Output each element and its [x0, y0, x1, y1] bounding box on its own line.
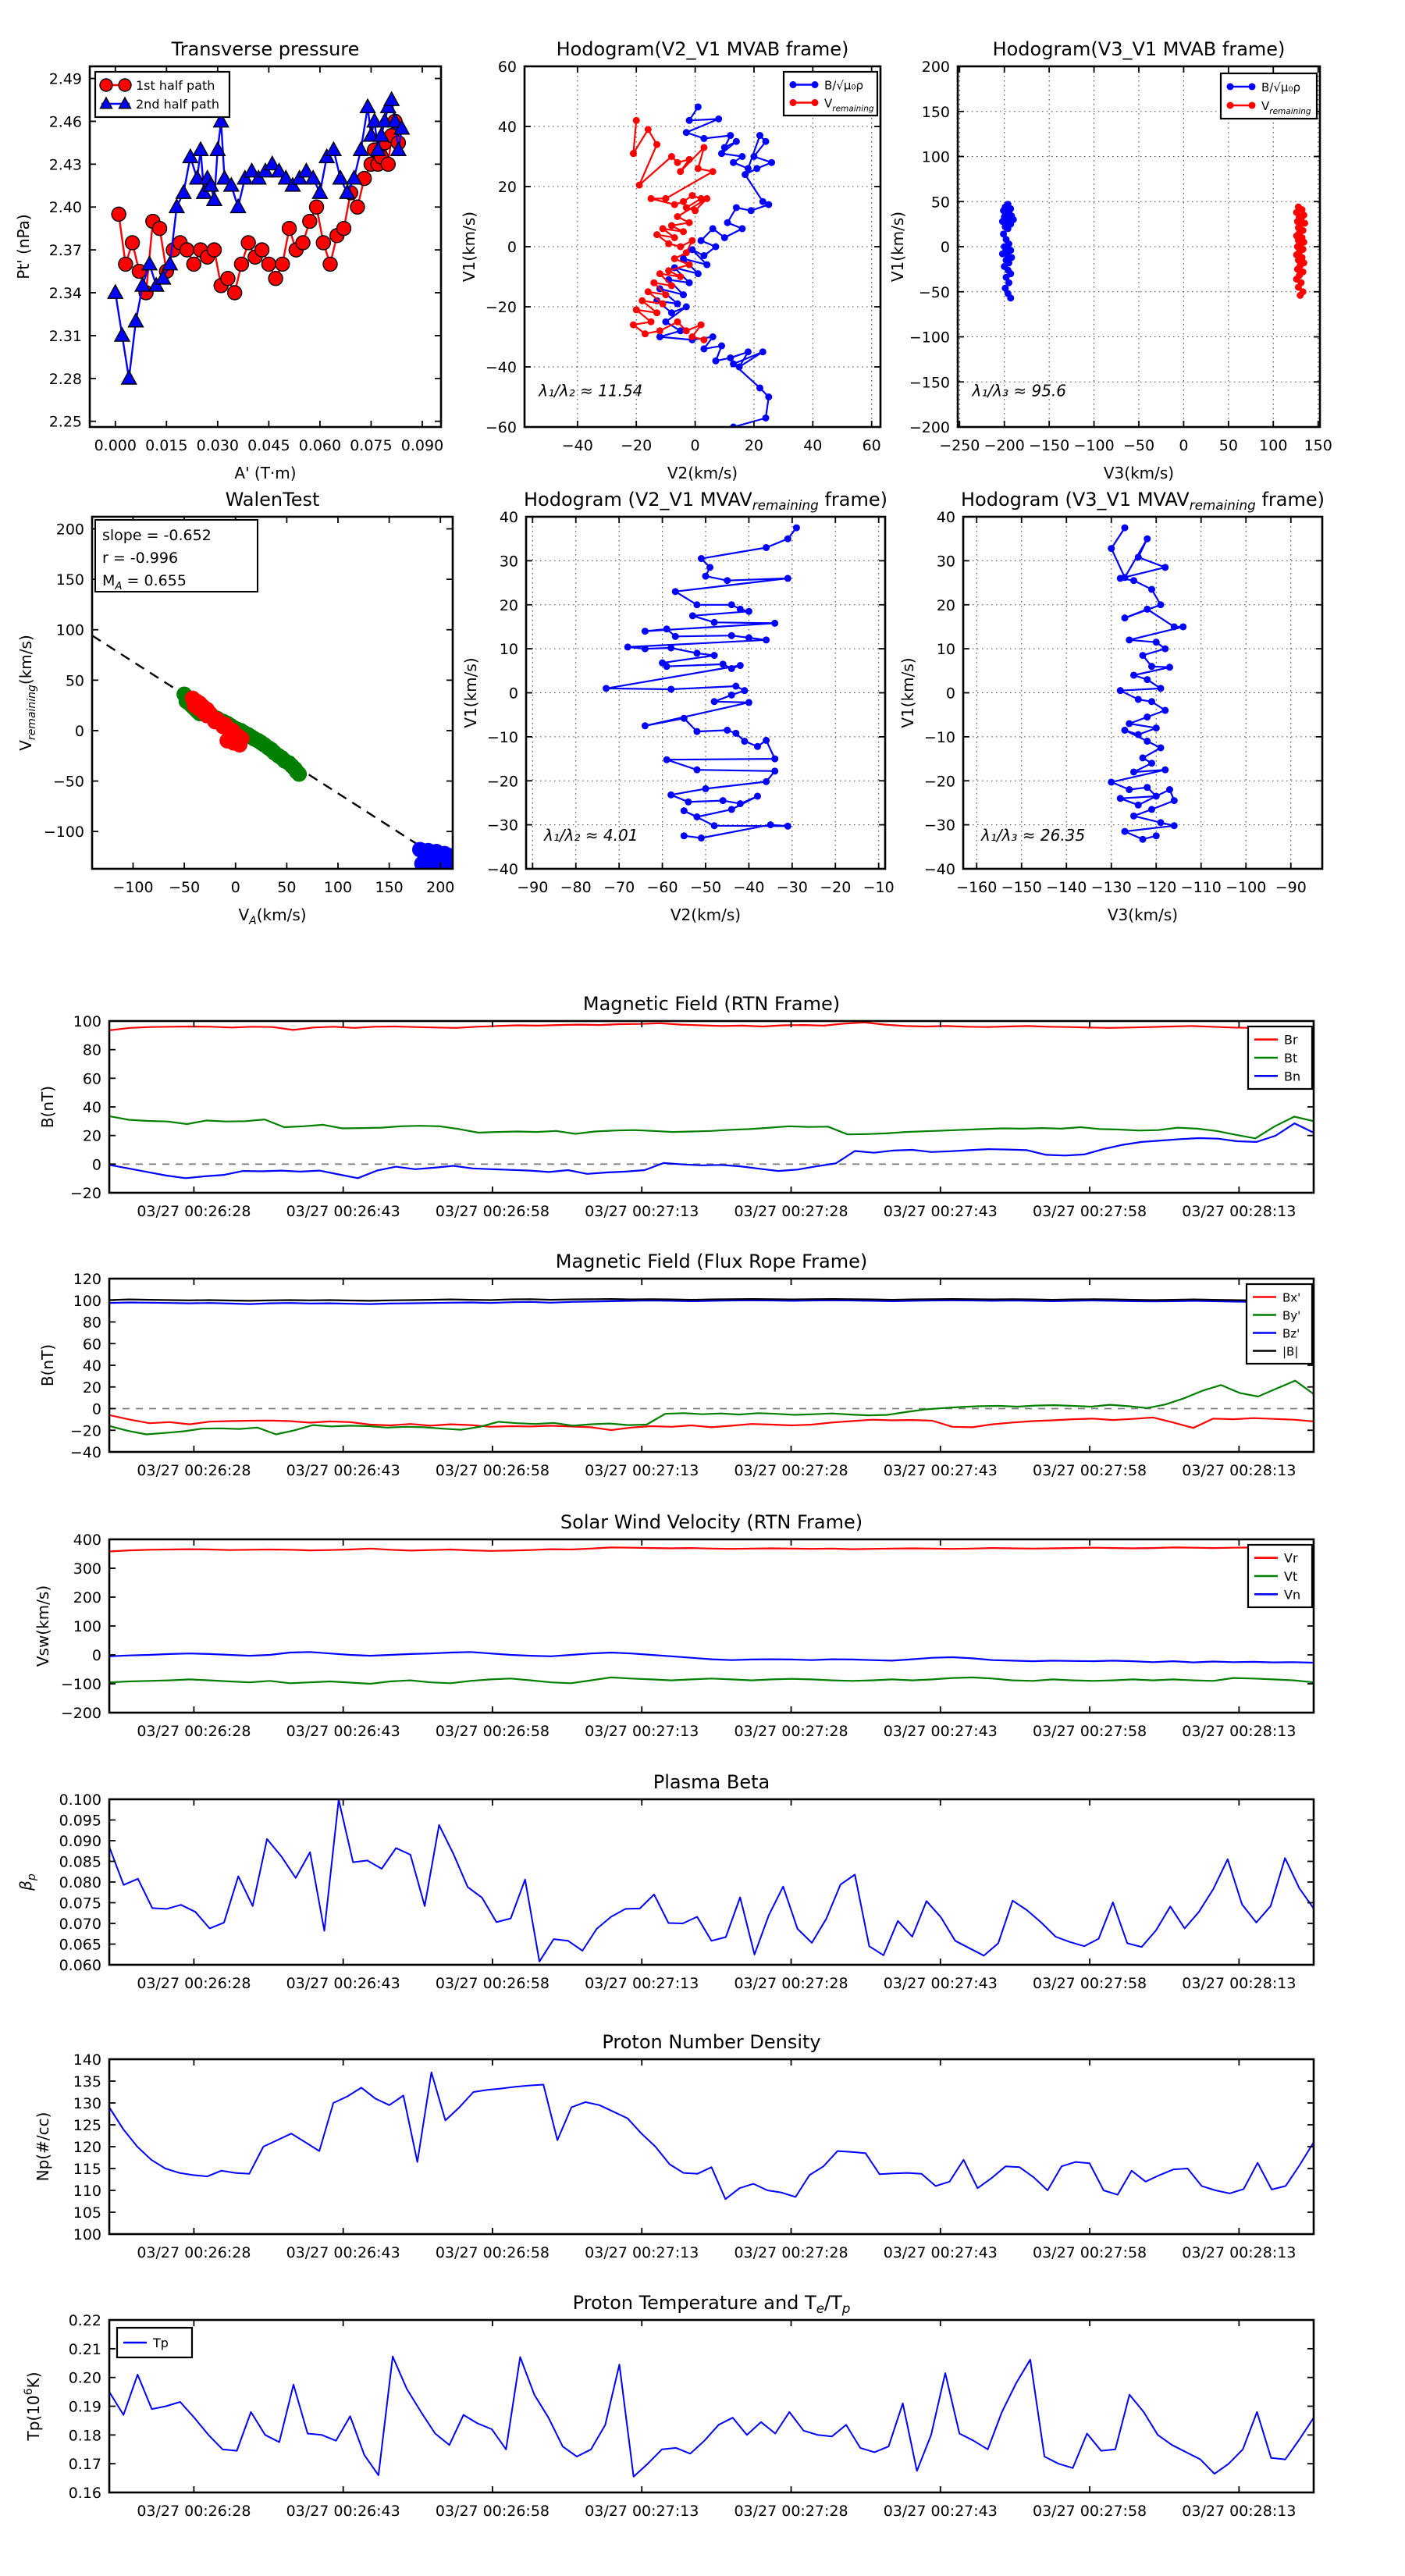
vsw-rtn-ylabel: Vsw(km/s): [34, 1585, 52, 1667]
hodogram-v2-v1-mvav-yticklabel: 10: [499, 641, 518, 659]
mf-rtn-xticklabel: 03/27 00:27:58: [1033, 1203, 1147, 1220]
hodogram-v2-v1-mvav-yticklabel: 0: [508, 685, 518, 703]
walen-test-yticklabel: −50: [52, 773, 84, 791]
mf-rtn-legend: [1248, 1026, 1312, 1089]
proton-density-yticklabel: 130: [73, 2095, 101, 2112]
vsw-rtn-xticklabel: 03/27 00:26:43: [286, 1723, 400, 1740]
svg-text:Br: Br: [1284, 1032, 1298, 1048]
hodogram-v3-v1-mvab-yticklabel: −50: [918, 283, 950, 301]
vsw-rtn-yticklabel: 200: [73, 1589, 101, 1606]
walen-test-yticklabel: 150: [55, 571, 84, 589]
proton-temp-legend: [117, 2328, 192, 2357]
transverse-pressure-xticklabel: 0.015: [145, 437, 188, 454]
svg-text:By': By': [1282, 1308, 1301, 1323]
mf-fluxrope-legend: [1247, 1284, 1312, 1364]
proton-density-yticklabel: 120: [73, 2139, 101, 2156]
transverse-pressure-xticklabel: 0.060: [298, 437, 342, 454]
hodogram-v3-v1-mvab-xticklabel: 0: [1179, 437, 1189, 454]
walen-test-xticklabel: −50: [169, 879, 201, 896]
transverse-pressure-yticklabel: 2.34: [48, 285, 82, 303]
hodogram-v2-v1-mvav-xticklabel: −50: [689, 879, 722, 896]
proton-density-yticklabel: 135: [73, 2073, 101, 2090]
hodogram-v3-v1-mvav-xticklabel: −130: [1090, 879, 1132, 896]
hodogram-v3-v1-mvav-xlabel: V3(km/s): [1107, 906, 1179, 924]
hodogram-v2-v1-mvav-yticklabel: −40: [486, 861, 518, 878]
svg-text:1st half path: 1st half path: [136, 78, 215, 93]
mf-fluxrope-yticklabel: 0: [91, 1400, 101, 1418]
proton-temp-xticklabel: 03/27 00:27:13: [585, 2503, 699, 2520]
hodogram-v2-v1-mvav-annotation: λ₁/λ₂ ≈ 4.01: [544, 825, 638, 845]
proton-density-yticklabel: 125: [73, 2117, 101, 2134]
plasma-beta-yticklabel: 0.100: [59, 1791, 101, 1809]
hodogram-v3-v1-mvab-ylabel: V1(km/s): [888, 211, 907, 283]
hodogram-v2-v1-mvab-yticklabel: 0: [507, 239, 517, 256]
hodogram-v3-v1-mvab-yticklabel: 50: [930, 194, 950, 212]
hodogram-v2-v1-mvab-xticklabel: 20: [744, 437, 764, 454]
proton-density-xticklabel: 03/27 00:27:58: [1033, 2244, 1147, 2261]
proton-temp-xticklabel: 03/27 00:27:28: [734, 2503, 848, 2520]
hodogram-v2-v1-mvav-xticklabel: −60: [646, 879, 678, 896]
mf-rtn-xticklabel: 03/27 00:27:28: [734, 1203, 848, 1220]
svg-text:Vt: Vt: [1284, 1569, 1298, 1584]
plasma-beta-yticklabel: 0.085: [59, 1853, 101, 1871]
svg-text:MA = 0.655: $M_A = 0.655$: [102, 572, 187, 592]
transverse-pressure-yticklabel: 2.40: [48, 199, 82, 217]
hodogram-v3-v1-mvav-xticklabel: −160: [956, 879, 998, 896]
hodogram-v2-v1-mvab-ylabel: V1(km/s): [460, 211, 478, 283]
hodogram-v3-v1-mvab-yticklabel: −150: [909, 374, 950, 392]
walen-test-yticklabel: 0: [74, 722, 84, 740]
mf-fluxrope-xticklabel: 03/27 00:27:13: [585, 1462, 699, 1479]
hodogram-v3-v1-mvav-xticklabel: −100: [1225, 879, 1267, 896]
transverse-pressure-title: Transverse pressure: [171, 38, 360, 60]
plasma-beta-xticklabel: 03/27 00:28:13: [1182, 1975, 1297, 1992]
mf-fluxrope-xticklabel: 03/27 00:27:43: [883, 1462, 998, 1479]
hodogram-v3-v1-mvab-xticklabel: −200: [984, 437, 1025, 454]
proton-temp-yticklabel: 0.22: [68, 2312, 101, 2329]
mf-rtn-yticklabel: 0: [91, 1156, 101, 1174]
mf-fluxrope-xticklabel: 03/27 00:26:58: [435, 1462, 550, 1479]
svg-text:B/√μ₀ρ: B/√μ₀ρ: [1261, 80, 1300, 94]
plasma-beta-xticklabel: 03/27 00:26:43: [286, 1975, 400, 1992]
mf-rtn-yticklabel: 80: [82, 1041, 101, 1059]
hodogram-v3-v1-mvab-xticklabel: −100: [1073, 437, 1115, 454]
vsw-rtn-xticklabel: 03/27 00:27:28: [734, 1723, 848, 1740]
mf-rtn-xticklabel: 03/27 00:26:43: [286, 1203, 400, 1220]
hodogram-v2-v1-mvab-title: Hodogram(V2_V1 MVAB frame): [556, 38, 849, 60]
walen-test-xticklabel: 50: [277, 879, 297, 896]
mf-rtn-xticklabel: 03/27 00:26:58: [435, 1203, 550, 1220]
svg-text:Bx': Bx': [1282, 1290, 1301, 1305]
hodogram-v2-v1-mvav-xticklabel: −30: [776, 879, 808, 896]
mf-fluxrope-yticklabel: 40: [82, 1357, 101, 1375]
walen-test-yticklabel: 100: [55, 621, 84, 639]
transverse-pressure-yticklabel: 2.46: [48, 113, 82, 131]
proton-density-yticklabel: 140: [73, 2051, 101, 2069]
svg-text:Bn: Bn: [1284, 1069, 1301, 1084]
hodogram-v2-v1-mvab-xticklabel: −20: [621, 437, 653, 454]
mf-fluxrope-yticklabel: 60: [82, 1336, 101, 1354]
hodogram-v3-v1-mvav-xticklabel: −90: [1275, 879, 1307, 896]
hodogram-v3-v1-mvav-title: Hodogram (V3_V1 $MVAV_{remaining}$ frame): [960, 489, 1325, 513]
proton-temp-yticklabel: 0.18: [68, 2427, 101, 2445]
hodogram-v2-v1-mvav-xlabel: V2(km/s): [670, 906, 742, 924]
hodogram-v2-v1-mvav-xticklabel: −80: [560, 879, 592, 896]
hodogram-v2-v1-mvab-annotation: λ₁/λ₂ ≈ 11.54: [539, 381, 643, 400]
plasma-beta-yticklabel: 0.075: [59, 1895, 101, 1912]
proton-density-ylabel: Np(#/cc): [34, 2112, 52, 2182]
proton-temp-yticklabel: 0.20: [68, 2369, 101, 2387]
mf-rtn-yticklabel: 20: [82, 1127, 101, 1145]
svg-text:Vremaining: $V_{remaining}$: [824, 96, 874, 114]
proton-temp-title: Proton Temperature and $T_e/T_p$: [572, 2292, 851, 2316]
transverse-pressure-xticklabel: 0.045: [247, 437, 290, 454]
hodogram-v3-v1-mvav-yticklabel: 0: [945, 685, 955, 703]
hodogram-v3-v1-mvab-title: Hodogram(V3_V1 MVAB frame): [992, 38, 1286, 60]
transverse-pressure-yticklabel: 2.43: [48, 156, 82, 174]
transverse-pressure-yticklabel: 2.25: [48, 413, 82, 431]
hodogram-v3-v1-mvav-yticklabel: 10: [936, 641, 955, 659]
plasma-beta-xticklabel: 03/27 00:27:43: [883, 1975, 998, 1992]
proton-temp-xticklabel: 03/27 00:28:13: [1182, 2503, 1297, 2520]
hodogram-v3-v1-mvab-yticklabel: 200: [921, 59, 950, 76]
proton-temp-yticklabel: 0.17: [68, 2456, 101, 2474]
hodogram-v2-v1-mvab-legend: [784, 72, 877, 116]
transverse-pressure-xlabel: A' (T·m): [234, 464, 297, 482]
hodogram-v3-v1-mvab-xlabel: V3(km/s): [1103, 464, 1175, 482]
transverse-pressure-yticklabel: 2.28: [48, 370, 82, 388]
proton-density-xticklabel: 03/27 00:27:13: [585, 2244, 699, 2261]
hodogram-v3-v1-mvab-xticklabel: 50: [1218, 437, 1238, 454]
hodogram-v3-v1-mvab-xticklabel: 150: [1304, 437, 1332, 454]
walen-test-xticklabel: 0: [230, 879, 240, 896]
mf-fluxrope-yticklabel: 100: [73, 1292, 101, 1310]
hodogram-v3-v1-mvav-yticklabel: 30: [936, 553, 955, 571]
mf-fluxrope-ylabel: B(nT): [38, 1343, 57, 1387]
mf-rtn-xticklabel: 03/27 00:27:43: [883, 1203, 998, 1220]
proton-density-xticklabel: 03/27 00:28:13: [1182, 2244, 1297, 2261]
hodogram-v2-v1-mvab-yticklabel: 20: [497, 179, 517, 196]
hodogram-v2-v1-mvav-xticklabel: −40: [733, 879, 765, 896]
transverse-pressure-yticklabel: 2.49: [48, 70, 82, 88]
mf-rtn-yticklabel: 40: [82, 1099, 101, 1116]
vsw-rtn-yticklabel: 100: [73, 1618, 101, 1635]
plasma-beta-yticklabel: 0.080: [59, 1874, 101, 1891]
hodogram-v3-v1-mvab-yticklabel: −200: [909, 419, 950, 436]
plasma-beta-xticklabel: 03/27 00:27:58: [1033, 1975, 1147, 1992]
hodogram-v2-v1-mvav-xticklabel: −20: [820, 879, 852, 896]
proton-temp-ylabel: $Tp(10^6K)$: [23, 2371, 43, 2441]
vsw-rtn-legend: [1248, 1545, 1312, 1607]
hodogram-v3-v1-mvav-ylabel: V1(km/s): [898, 657, 917, 728]
proton-temp-yticklabel: 0.21: [68, 2340, 101, 2358]
transverse-pressure-xticklabel: 0.000: [94, 437, 137, 454]
transverse-pressure-xticklabel: 0.075: [350, 437, 393, 454]
hodogram-v2-v1-mvab-yticklabel: 60: [497, 59, 517, 76]
svg-text:Tp: Tp: [153, 2336, 169, 2350]
vsw-rtn-xticklabel: 03/27 00:27:43: [883, 1723, 998, 1740]
mf-rtn-xticklabel: 03/27 00:27:13: [585, 1203, 699, 1220]
hodogram-v3-v1-mvav-xticklabel: −140: [1046, 879, 1087, 896]
proton-temp-yticklabel: 0.16: [68, 2485, 101, 2502]
transverse-pressure-yticklabel: 2.31: [48, 327, 82, 345]
transverse-pressure-xticklabel: 0.090: [400, 437, 444, 454]
hodogram-v2-v1-mvab-yticklabel: 40: [497, 119, 517, 136]
mf-fluxrope-yticklabel: 20: [82, 1379, 101, 1397]
hodogram-v3-v1-mvab-annotation: λ₁/λ₃ ≈ 95.6: [972, 381, 1067, 400]
mf-rtn-yticklabel: −20: [69, 1185, 101, 1202]
hodogram-v2-v1-mvav-yticklabel: 20: [499, 596, 518, 614]
hodogram-v3-v1-mvav-yticklabel: −20: [923, 773, 955, 791]
hodogram-v2-v1-mvab-xticklabel: 40: [803, 437, 823, 454]
hodogram-v2-v1-mvav-yticklabel: −30: [486, 817, 518, 834]
proton-density-yticklabel: 110: [73, 2183, 101, 2200]
hodogram-v2-v1-mvav-yticklabel: 40: [499, 509, 518, 526]
walen-test-yticklabel: 50: [65, 672, 84, 690]
hodogram-v3-v1-mvab-yticklabel: 150: [921, 103, 950, 121]
plasma-beta-yticklabel: 0.070: [59, 1916, 101, 1933]
vsw-rtn-xticklabel: 03/27 00:27:58: [1033, 1723, 1147, 1740]
plasma-beta-yticklabel: 0.095: [59, 1812, 101, 1830]
hodogram-v3-v1-mvav-yticklabel: −10: [923, 728, 955, 746]
vsw-rtn-title: Solar Wind Velocity (RTN Frame): [560, 1511, 863, 1533]
svg-text:Bt: Bt: [1284, 1051, 1298, 1066]
hodogram-v3-v1-mvav-xticklabel: −120: [1136, 879, 1177, 896]
proton-density-yticklabel: 105: [73, 2204, 101, 2222]
proton-density-xticklabel: 03/27 00:26:58: [435, 2244, 550, 2261]
proton-density-yticklabel: 115: [73, 2161, 101, 2178]
proton-density-xticklabel: 03/27 00:26:43: [286, 2244, 400, 2261]
mf-rtn-ylabel: B(nT): [38, 1085, 57, 1129]
hodogram-v3-v1-mvav-xticklabel: −110: [1180, 879, 1222, 896]
proton-temp-xticklabel: 03/27 00:27:58: [1033, 2503, 1147, 2520]
transverse-pressure-yticklabel: 2.37: [48, 242, 82, 260]
walen-test-xlabel: $V_A(km/s)$: [238, 906, 307, 927]
plasma-beta-ylabel: $\beta_p$: [16, 1873, 38, 1891]
proton-temp-xticklabel: 03/27 00:26:58: [435, 2503, 550, 2520]
mf-rtn-xticklabel: 03/27 00:28:13: [1182, 1203, 1297, 1220]
transverse-pressure-legend: [95, 72, 229, 117]
proton-density-xticklabel: 03/27 00:27:43: [883, 2244, 998, 2261]
plasma-beta-xticklabel: 03/27 00:26:28: [137, 1975, 251, 1992]
walen-test-xticklabel: −100: [112, 879, 154, 896]
hodogram-v3-v1-mvab-xticklabel: 100: [1259, 437, 1288, 454]
plasma-beta-yticklabel: 0.090: [59, 1833, 101, 1850]
mf-fluxrope-xticklabel: 03/27 00:27:58: [1033, 1462, 1147, 1479]
svg-text:Bz': Bz': [1282, 1326, 1300, 1341]
hodogram-v2-v1-mvav-yticklabel: −10: [486, 728, 518, 746]
hodogram-v2-v1-mvav-yticklabel: −20: [486, 773, 518, 791]
mf-rtn-xticklabel: 03/27 00:26:28: [137, 1203, 251, 1220]
hodogram-v3-v1-mvab-yticklabel: 0: [940, 239, 950, 256]
mf-rtn-title: Magnetic Field (RTN Frame): [582, 993, 841, 1015]
hodogram-v3-v1-mvab-xticklabel: −150: [1029, 437, 1070, 454]
svg-text:|B|: |B|: [1282, 1344, 1299, 1359]
vsw-rtn-yticklabel: 0: [91, 1647, 101, 1664]
plasma-beta-yticklabel: 0.065: [59, 1936, 101, 1954]
walen-test-title: WalenTest: [225, 489, 320, 511]
mf-fluxrope-yticklabel: 120: [73, 1271, 101, 1288]
hodogram-v2-v1-mvav-xticklabel: −10: [863, 879, 895, 896]
hodogram-v2-v1-mvav-ylabel: V1(km/s): [461, 657, 480, 728]
svg-text:B/√μ₀ρ: B/√μ₀ρ: [824, 78, 863, 93]
vsw-rtn-xticklabel: 03/27 00:26:28: [137, 1723, 251, 1740]
hodogram-v2-v1-mvav-yticklabel: 30: [499, 553, 518, 571]
hodogram-v3-v1-mvav-yticklabel: −40: [923, 861, 955, 878]
svg-text:r = -0.996: r = -0.996: [102, 550, 179, 567]
hodogram-v2-v1-mvab-xticklabel: 60: [862, 437, 881, 454]
hodogram-v3-v1-mvav-yticklabel: −30: [923, 817, 955, 834]
vsw-rtn-yticklabel: 300: [73, 1560, 101, 1578]
plasma-beta-xticklabel: 03/27 00:26:58: [435, 1975, 550, 1992]
transverse-pressure-ylabel: Pt' (nPa): [14, 214, 33, 279]
hodogram-v3-v1-mvab-legend: [1221, 73, 1317, 119]
plasma-beta-title: Plasma Beta: [653, 1771, 770, 1793]
proton-density-xticklabel: 03/27 00:26:28: [137, 2244, 251, 2261]
walen-test-xticklabel: 100: [323, 879, 353, 896]
hodogram-v3-v1-mvab-yticklabel: 100: [921, 148, 950, 166]
proton-temp-xticklabel: 03/27 00:27:43: [883, 2503, 998, 2520]
hodogram-v2-v1-mvab-xlabel: V2(km/s): [667, 464, 738, 482]
mf-fluxrope-yticklabel: −20: [69, 1422, 101, 1440]
mf-rtn-yticklabel: 100: [73, 1013, 101, 1030]
hodogram-v3-v1-mvav-annotation: λ₁/λ₃ ≈ 26.35: [981, 825, 1086, 845]
transverse-pressure-xticklabel: 0.030: [196, 437, 240, 454]
hodogram-v3-v1-mvab-xticklabel: −250: [939, 437, 980, 454]
hodogram-v2-v1-mvav-xticklabel: −90: [517, 879, 549, 896]
proton-density-xticklabel: 03/27 00:27:28: [734, 2244, 848, 2261]
hodogram-v2-v1-mvab-yticklabel: −60: [485, 419, 517, 436]
mf-fluxrope-xticklabel: 03/27 00:28:13: [1182, 1462, 1297, 1479]
proton-density-yticklabel: 100: [73, 2226, 101, 2243]
walen-test-ylabel: $V_{remaining}(km/s)$: [16, 635, 38, 751]
hodogram-v3-v1-mvab-yticklabel: −100: [909, 329, 950, 347]
hodogram-v2-v1-mvav-xticklabel: −70: [603, 879, 635, 896]
walen-test-yticklabel: 200: [55, 521, 84, 539]
mf-fluxrope-yticklabel: 80: [82, 1314, 101, 1332]
mf-fluxrope-xticklabel: 03/27 00:26:43: [286, 1462, 400, 1479]
svg-text:slope = -0.652: slope = -0.652: [102, 527, 212, 544]
vsw-rtn-xticklabel: 03/27 00:27:13: [585, 1723, 699, 1740]
walen-test-yticklabel: −100: [43, 824, 84, 841]
svg-text:2nd half path: 2nd half path: [136, 97, 220, 112]
vsw-rtn-xticklabel: 03/27 00:28:13: [1182, 1723, 1297, 1740]
hodogram-v2-v1-mvab-xticklabel: −40: [561, 437, 593, 454]
proton-temp-xticklabel: 03/27 00:26:43: [286, 2503, 400, 2520]
vsw-rtn-yticklabel: 400: [73, 1532, 101, 1549]
svg-text:Vn: Vn: [1284, 1587, 1301, 1603]
plasma-beta-xticklabel: 03/27 00:27:13: [585, 1975, 699, 1992]
vsw-rtn-xticklabel: 03/27 00:26:58: [435, 1723, 550, 1740]
proton-temp-xticklabel: 03/27 00:26:28: [137, 2503, 251, 2520]
hodogram-v2-v1-mvab-yticklabel: −40: [485, 359, 517, 376]
svg-text:Vr: Vr: [1284, 1550, 1298, 1566]
mf-fluxrope-title: Magnetic Field (Flux Rope Frame): [555, 1251, 868, 1272]
hodogram-v3-v1-mvab-xticklabel: −50: [1122, 437, 1155, 454]
plasma-beta-xticklabel: 03/27 00:27:28: [734, 1975, 848, 1992]
walen-test-infobox: [95, 520, 258, 592]
plasma-beta-yticklabel: 0.060: [59, 1957, 101, 1974]
mf-rtn-yticklabel: 60: [82, 1070, 101, 1088]
hodogram-v3-v1-mvav-yticklabel: 40: [936, 509, 955, 526]
walen-test-xticklabel: 150: [375, 879, 404, 896]
mf-fluxrope-xticklabel: 03/27 00:27:28: [734, 1462, 848, 1479]
vsw-rtn-yticklabel: −100: [60, 1676, 101, 1693]
hodogram-v3-v1-mvav-yticklabel: 20: [936, 596, 955, 614]
hodogram-v2-v1-mvav-title: Hodogram (V2_V1 $MVAV_{remaining}$ frame): [523, 489, 888, 513]
vsw-rtn-yticklabel: −200: [60, 1705, 101, 1722]
mf-fluxrope-yticklabel: −40: [69, 1444, 101, 1461]
mf-fluxrope-xticklabel: 03/27 00:26:28: [137, 1462, 251, 1479]
hodogram-v2-v1-mvab-yticklabel: −20: [485, 299, 517, 316]
hodogram-v2-v1-mvab-xticklabel: 0: [690, 437, 700, 454]
proton-temp-yticklabel: 0.19: [68, 2398, 101, 2416]
proton-density-title: Proton Number Density: [602, 2031, 821, 2053]
svg-text:Vremaining: $V_{remaining}$: [1261, 99, 1311, 116]
hodogram-v3-v1-mvav-xticklabel: −150: [1001, 879, 1042, 896]
walen-test-xticklabel: 200: [426, 879, 455, 896]
